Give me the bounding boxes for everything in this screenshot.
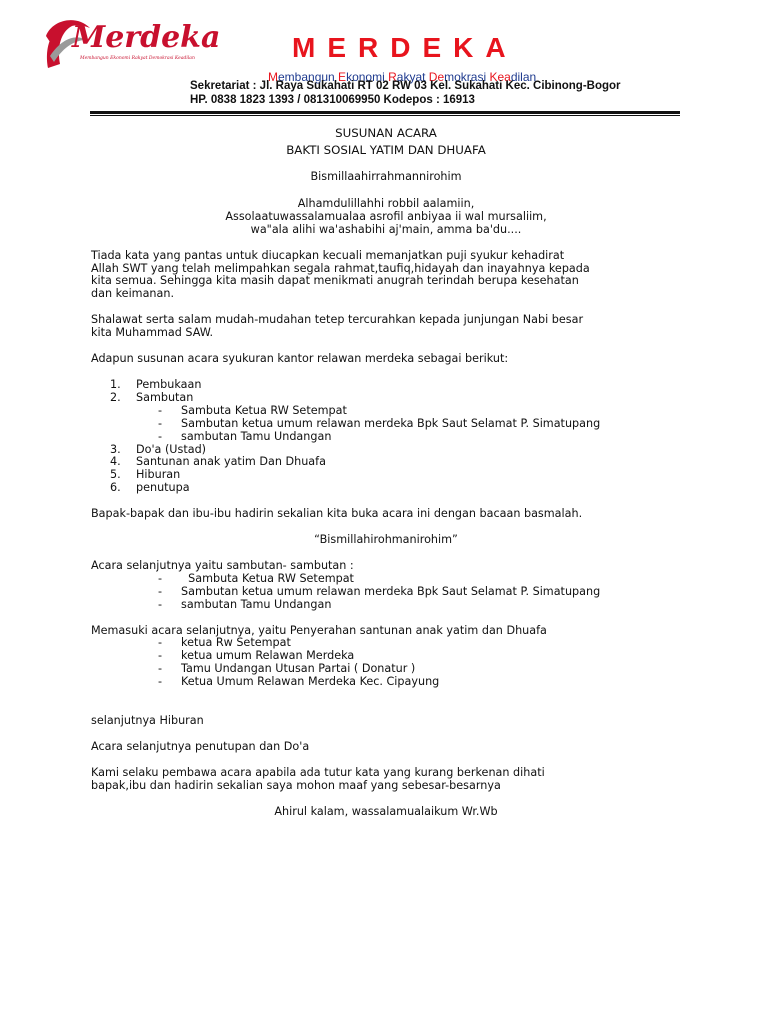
list-subitem: - Sambutan ketua umum relawan merdeka Bpk Saut Selamat P. Simatupang <box>91 586 681 599</box>
bismillah: Bismillaahirrahmannirohim <box>310 170 462 183</box>
org-logo <box>42 16 221 76</box>
paragraph: selanjutnya Hiburan <box>91 714 204 728</box>
paragraph: Acara selanjutnya penutupan dan Do'a <box>91 740 310 753</box>
tagline-segment: konomi <box>346 70 389 84</box>
org-name: MERDEKA <box>292 32 518 63</box>
list-subitem: - Sambuta Ketua RW Setempat <box>91 573 681 586</box>
logo-subtext: Membangun Ekonomi Rakyat Demokrasi Keadilan <box>80 56 195 61</box>
address-line: Sekretariat : Jl. Raya Sukahati RT 02 RW 03 Kel. Sukahati Kec. Cibinong-Bogor <box>190 80 621 92</box>
list-subitem: - sambutan Tamu Undangan <box>91 431 681 444</box>
paragraph: Adapun susunan acara syukuran kantor relawan merdeka sebagai berikut: <box>91 352 509 366</box>
paragraph-line: Shalawat serta salam mudah-mudahan tetep tercurahkan kepada junjungan Nabi besar <box>91 313 584 327</box>
tagline-segment: dilan <box>510 70 537 84</box>
tagline-segment: De <box>428 70 445 84</box>
paragraph-line: Tiada kata yang pantas untuk diucapkan kecuali memanjatkan puji syukur kehadirat <box>91 248 565 262</box>
tagline-segment: mokrasi <box>444 70 490 84</box>
list-item: 5. Hiburan <box>110 468 181 482</box>
paragraph-line: kita semua. Sehingga kita masih dapat menikmati anugrah terindah berupa kesehatan <box>91 274 579 288</box>
program-list <box>91 379 681 405</box>
list-subitem: - ketua umum Relawan Merdeka <box>91 650 681 663</box>
paragraph-line: Allah SWT yang telah melimpahkan segala rahmat,taufiq,hidayah dan inayahnya kepada <box>91 261 590 275</box>
tagline-segment: akyat <box>396 70 429 84</box>
tagline-segment: Kea <box>489 70 511 84</box>
doc-title: SUSUNAN ACARA <box>335 126 437 140</box>
opening-line: Assolaatuwassalamualaa asrofil anbiyaa ii wal mursaliim, <box>225 209 547 223</box>
list-subitem: - ketua Rw Setempat <box>91 637 681 650</box>
basmalah: “Bismillahirohmanirohim” <box>314 533 458 547</box>
list-item: 3. Do'a (Ustad) <box>110 442 207 456</box>
header-divider <box>90 111 680 114</box>
document-body <box>91 125 681 819</box>
paragraph: Memasuki acara selanjutnya, yaitu Penyerahan santunan anak yatim dan Dhuafa <box>91 623 547 637</box>
logo-text: Merdeka <box>72 20 221 55</box>
list-item: 2. Sambutan <box>110 390 194 404</box>
doc-subtitle: BAKTI SOSIAL YATIM DAN DHUAFA <box>286 143 486 157</box>
paragraph: Bapak-bapak dan ibu-ibu hadirin sekalian kita buka acara ini dengan bacaan basmalah. <box>91 507 583 521</box>
list-subitem: - Ketua Umum Relawan Merdeka Kec. Cipayung <box>91 676 681 689</box>
list-subitem: - Sambutan ketua umum relawan merdeka Bpk Saut Selamat P. Simatupang <box>91 418 681 431</box>
program-list-continued <box>91 444 681 496</box>
tagline-segment: R <box>388 70 397 84</box>
tagline-segment: embangun <box>278 70 339 84</box>
paragraph-line: Kami selaku pembawa acara apabila ada tutur kata yang kurang berkenan dihati <box>91 765 545 779</box>
opening-line: wa"ala alihi wa'ashabihi aj'main, amma ba'du.... <box>250 222 522 236</box>
tagline-segment: E <box>338 70 347 84</box>
list-subitem: - Sambuta Ketua RW Setempat <box>91 405 681 418</box>
opening-line: Alhamdulillahhi robbil aalamiin, <box>297 196 475 210</box>
closing: Ahirul kalam, wassalamualaikum Wr.Wb <box>274 804 498 818</box>
header-divider-thin <box>90 115 680 116</box>
paragraph: Acara selanjutnya yaitu sambutan- sambutan : <box>91 558 354 572</box>
contact-line: HP. 0838 1823 1393 / 081310069950 Kodepos : 16913 <box>190 94 475 106</box>
list-item: 1. Pembukaan <box>110 377 202 391</box>
paragraph-line: bapak,ibu dan hadirin sekalian saya mohon maaf yang sebesar-besarnya <box>91 778 501 792</box>
list-item: 6. penutupa <box>110 481 190 495</box>
paragraph-line: kita Muhammad SAW. <box>91 326 214 340</box>
paragraph-line: dan keimanan. <box>91 287 175 301</box>
list-subitem: - sambutan Tamu Undangan <box>91 599 681 612</box>
list-subitem: - Tamu Undangan Utusan Partai ( Donatur ) <box>91 663 681 676</box>
list-item: 4. Santunan anak yatim Dan Dhuafa <box>110 455 326 469</box>
tagline-segment: M <box>268 70 278 84</box>
